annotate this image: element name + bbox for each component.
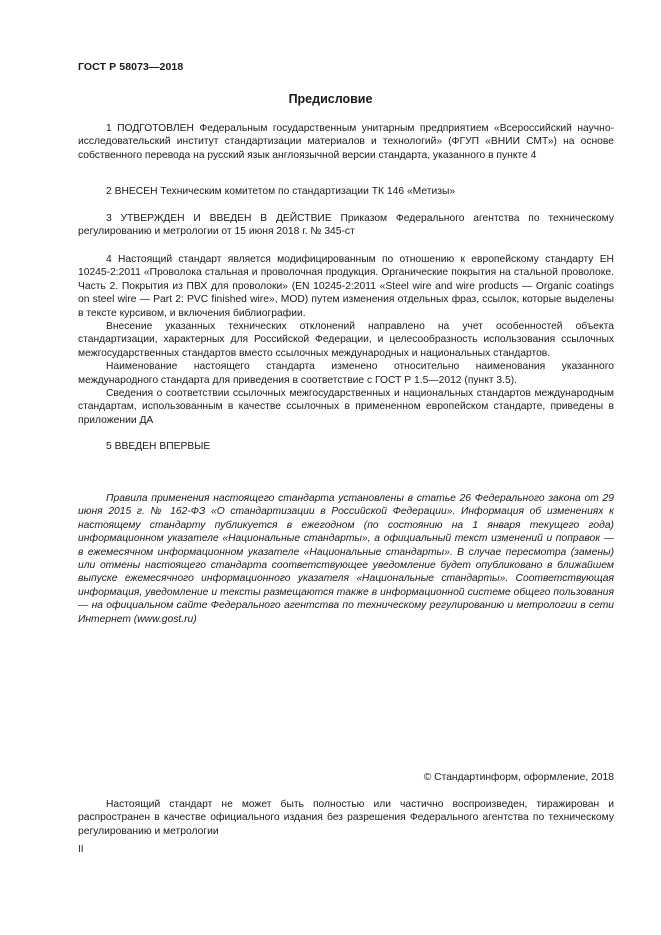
- item-4-paragraph-3: Наименование настоящего стандарта изменено относительно наименования указанного международного стандарта для приведения в соответствие с ГОСТ Р 1.5—2012 (пункт 3.5).: [78, 361, 614, 386]
- copyright-line: © Стандартинформ, оформление, 2018: [423, 772, 614, 783]
- item-4-paragraph-2: Внесение указанных технических отклонений направлено на учет особенностей объекта стандартизации, характерных для Российской Федерации, и целесообразность использования ссылочных межгосударственных стандартов вместо ссылочных международных и национальных стандартов.: [78, 321, 614, 359]
- page-title: Предисловие: [288, 92, 373, 106]
- item-5: [78, 440, 614, 453]
- item-1-text: 1 ПОДГОТОВЛЕН Федеральным государственным унитарным предприятием «Всероссийский научно-исследовательский институт стандартизации материалов и технологий» (ФГУП «ВНИИ СМТ») на основе собственного перевода на русский язык англоязычной версии стандарта, указанного в пункте 4: [78, 123, 614, 161]
- item-2-text: 2 ВНЕСЕН Техническим комитетом по стандартизации ТК 146 «Метизы»: [106, 186, 456, 197]
- item-2: [78, 185, 614, 198]
- item-1: [78, 122, 614, 162]
- item-3-text: 3 УТВЕРЖДЕН И ВВЕДЕН В ДЕЙСТВИЕ Приказом Федерального агентства по техническому регулированию и метрологии от 15 июня 2018 г. № 345-ст: [78, 213, 614, 238]
- reproduction-notice-text: Настоящий стандарт не может быть полностью или частично воспроизведен, тиражирован и распространен в качестве официального издания без разрешения Федерального агентства по техническому регулированию и метрологии: [78, 799, 614, 837]
- standard-code-header: ГОСТ Р 58073—2018: [78, 61, 184, 73]
- item-3: [78, 212, 614, 239]
- reproduction-notice: [78, 798, 614, 838]
- item-5-text: 5 ВВЕДЕН ВПЕРВЫЕ: [106, 441, 211, 452]
- item-4-paragraph-1: 4 Настоящий стандарт является модифицированным по отношению к европейскому стандарту ЕН 10245-2:2011 «Проволока стальная и проволочная продукция. Органические покрытия на стальной проволоке. Часть 2. Покрытия из ПВХ для проволоки» (EN 10245-2:2011 «Steel wire and wire products — Organic coatings on steel wire — Part 2: PVC finished wire», MOD) путем изменения отдельных фраз, ссылок, которые выделены в тексте курсивом, и включения библиографии.: [78, 254, 614, 319]
- item-4-paragraph-4: Сведения о соответствии ссылочных межгосударственных и национальных стандартов международным стандартам, использованным в качестве ссылочных в примененном европейском стандарте, приведены в приложении ДА: [78, 388, 614, 426]
- rules-notice-text: Правила применения настоящего стандарта установлены в статье 26 Федерального закона от 29 июня 2015 г. № 162-ФЗ «О стандартизации в Российской Федерации». Информация об изменениях к настоящему стандарту публикуется в ежегодном (по состоянию на 1 января текущего года) информационном указателе «Национальные стандарты», а официальный текст изменений и поправок — в ежемесячном информационном указателе «Национальные стандарты». В случае пересмотра (замены) или отмены настоящего стандарта соответствующее уведомление будет опубликовано в ближайшем выпуске ежемесячного информационного указателя «Национальные стандарты». Соответствующая информация, уведомление и тексты размещаются также в информационной системе общего пользования — на официальном сайте Федерального агентства по техническому регулированию и метрологии в сети Интернет (www.gost.ru): [78, 493, 614, 625]
- item-4: [78, 253, 614, 427]
- rules-notice: [78, 492, 614, 626]
- page-number: II: [78, 844, 84, 855]
